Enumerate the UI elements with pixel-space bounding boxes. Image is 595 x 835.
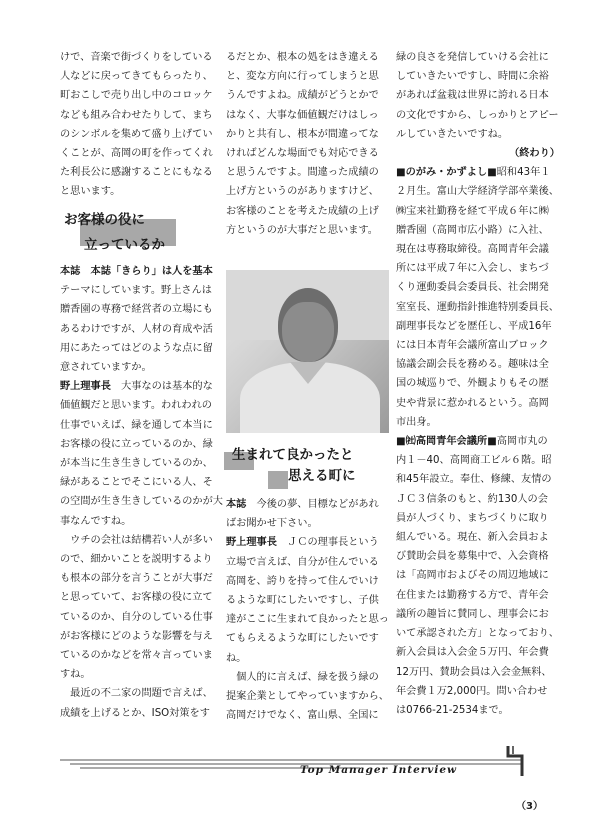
text-line: すね。 [60, 669, 91, 681]
text-line: ２月生。富山大学経済学部卒業後、 [396, 186, 559, 198]
text-line: 野上理事長 大事なのは基本的な [60, 381, 213, 393]
text-line: 高岡を、誇りを持って住んでいけ [226, 575, 379, 587]
heading-2-line-1: 生まれて良かったと [232, 447, 354, 463]
text-line: 内１－40、高岡商工ビル６階。昭 [396, 455, 552, 467]
text-line: た利長公に感謝することにもなる [60, 167, 213, 179]
text-line: 本誌 今後の夢、目標などがあれ [226, 499, 379, 510]
column-2-bottom-text [226, 495, 388, 725]
text-line: 価値観だと思います。われわれの [60, 400, 212, 412]
text-line: があれば盆栽は世界に誇れる日本 [396, 90, 549, 102]
text-line: のシンボルを集めて盛り上げてい [60, 128, 213, 140]
section-heading-1b [84, 236, 165, 254]
text-line: 年会費１万2,000円。問い合わせ [396, 685, 548, 697]
column-1-bottom-text [60, 262, 223, 723]
text-line: と思うんですよ。間違った成績の [226, 167, 379, 179]
text-line: 高岡だけでなく、富山県、全国に [226, 710, 379, 722]
page-number: （3） [516, 801, 543, 812]
text-line: 緑があることでそこにいる人、そ [60, 477, 213, 489]
text-line: 方というのが大事だと思います。 [226, 224, 378, 236]
text-line: 仕事でいえば、緑を通して本当に [60, 419, 213, 431]
text-line: ■㈳高岡青年会議所■高岡市丸の [396, 436, 548, 448]
text-line: くり運動委員会委員長、社会開発 [396, 282, 549, 294]
text-line: 達がここに生まれて良かったと思っ [226, 614, 389, 626]
text-line: 野上理事長 ＪＣの理事長という [226, 537, 379, 549]
interview-photo [226, 270, 389, 433]
text-line: 員が人づくり、まちづくりに取り [396, 512, 549, 524]
text-line: ウチの会社は結構若い人が多い [60, 534, 213, 546]
text-line: 史や背景に惹かれるという。高岡 [396, 397, 549, 409]
text-line: 緑の良さを発信していける会社に [396, 52, 549, 63]
text-line: はなく、大事な価値観だけはしっ [226, 109, 379, 121]
text-line: 和45年設立。奉仕、修練、友情の [396, 474, 552, 486]
text-line: るだとか、根本の処をはき違える [226, 52, 379, 63]
text-line: ルしていきたいですね。 [396, 128, 509, 140]
text-line: と、変な方向に行ってしまうと思 [226, 71, 379, 83]
text-line: 所には平成７年に入会し、まちづ [396, 263, 549, 275]
text-line: なども組み合わせたりして、まち [60, 109, 213, 121]
text-line: 室室長、運動指針推進特別委員長、 [396, 301, 559, 313]
text-line: の空間が生き生きしているのかが大 [60, 496, 223, 508]
text-line: 個人的に言えば、緑を扱う緑の [226, 671, 379, 683]
heading-1-line-1: お客様の役に [64, 212, 145, 228]
text-line: かりと共有し、根本が間違ってな [226, 128, 379, 140]
section-heading-2 [232, 446, 354, 464]
text-line: 12万円、賛助会員は入会金無料、 [396, 666, 552, 678]
column-2-top-text [226, 48, 388, 240]
text-line: と思っていて、お客様の役に立て [60, 592, 213, 604]
text-line: 町おこしで売り出し中のコロッケ [60, 90, 213, 102]
heading-1-line-2: 立っているか [84, 237, 165, 253]
text-line: るような町にしたいですし、子供 [226, 595, 379, 607]
text-line: ■のがみ・かずよし■昭和43年１ [396, 167, 551, 179]
text-line: 事なんですね。 [60, 515, 132, 527]
text-line: うんですよね。成績がどうとかで [226, 90, 379, 102]
text-line: 提案企業としてやっていますから、 [226, 691, 389, 703]
text-line: ので、細かいことを説明するより [60, 554, 213, 566]
text-line: 最近の不二家の問題で言えば、 [60, 688, 213, 700]
text-line: 協議会副会長を務める。趣味は全 [396, 359, 549, 371]
text-line: いて承認された方」となっており、 [396, 628, 559, 640]
text-line: 上げ方というのがありますけど、 [226, 186, 379, 198]
text-line: 国の城巡りで、外観よりもその歴 [396, 378, 549, 390]
text-line: 新入会員は入会金５万円、年会費 [396, 647, 549, 659]
text-line: ばお聞かせ下さい。 [226, 518, 318, 530]
text-line: 成績を上げるとか、ISO対策をす [60, 707, 210, 719]
text-line: 人などに戻ってきてもらったり、 [60, 71, 213, 83]
text-line: 意されていますか。 [60, 362, 152, 374]
text-line: 組んでいる。現在、新入会員およ [396, 532, 549, 544]
text-line: と思います。 [60, 186, 121, 198]
text-line: 贈香園（高岡市広小路）に入社、 [396, 224, 549, 236]
heading-2-line-2: 思える町に [288, 468, 356, 484]
text-line: ているのか、自分のしている仕事 [60, 611, 213, 623]
text-line: は0766-21-2534まで。 [396, 704, 509, 716]
text-line: も根本の部分を言うことが大事だ [60, 573, 213, 585]
text-line: ＪＣ３信条のもと、約130人の会 [396, 493, 548, 505]
text-line: の文化ですから、しっかりとアピー [396, 109, 559, 121]
text-line: てもらえるような町にしたいです [226, 633, 379, 645]
text-line: テーマにしています。野上さんは [60, 285, 212, 297]
text-line: くことが、高岡の町を作ってくれ [60, 148, 213, 160]
text-line: 副理事長などを歴任し、平成16年 [396, 320, 552, 332]
text-line: していきたいですし、時間に余裕 [396, 71, 549, 83]
text-line: には日本青年会議所富山ブロック [396, 340, 549, 352]
column-3-text [396, 48, 560, 720]
text-line: 在住または勤務する方で、青年会 [396, 589, 549, 601]
footer-title: Top Manager Interview [300, 764, 458, 776]
text-line: が本当に生き生きしているのか、 [60, 458, 213, 470]
text-line: 立場で言えば、自分が住んでいる [226, 556, 379, 568]
text-line: は「高岡市およびその周辺地域に [396, 570, 549, 582]
text-line: び賛助会員を募集中で、入会資格 [396, 551, 549, 563]
section-heading-2b [288, 467, 356, 485]
text-line: （終わり） [509, 148, 560, 160]
section-heading-1 [64, 211, 145, 229]
text-line: あるわけですが、人材の育成や活 [60, 323, 213, 335]
text-line: 市出身。 [396, 416, 437, 428]
text-line: けで、音楽で街づくりをしている [60, 52, 213, 63]
text-line: がお客様にどのような影響を与え [60, 630, 213, 642]
text-line: お客様のことを考えた成績の上げ [226, 205, 379, 217]
text-line: 用にあたってはどのような点に留 [60, 342, 213, 354]
text-line: お客様の役に立っているのか、緑 [60, 438, 213, 450]
text-line: ければどんな場面でも対応できる [226, 148, 379, 160]
text-line: 議所の趣旨に賛同し、理事会にお [396, 608, 549, 620]
footer-rule-graphic [60, 746, 530, 776]
text-line: 本誌 本誌「きらり」は人を基本 [60, 266, 213, 277]
column-1-top-text [60, 48, 220, 202]
text-line: ㈱宝来社勤務を経て平成６年に㈱ [396, 205, 549, 217]
text-line: 贈香園の専務で経営者の立場にも [60, 304, 213, 316]
text-line: 現在は専務取締役。高岡青年会議 [396, 244, 549, 256]
text-line: ね。 [226, 652, 247, 664]
text-line: ているのかなどを常々言っていま [60, 650, 213, 662]
